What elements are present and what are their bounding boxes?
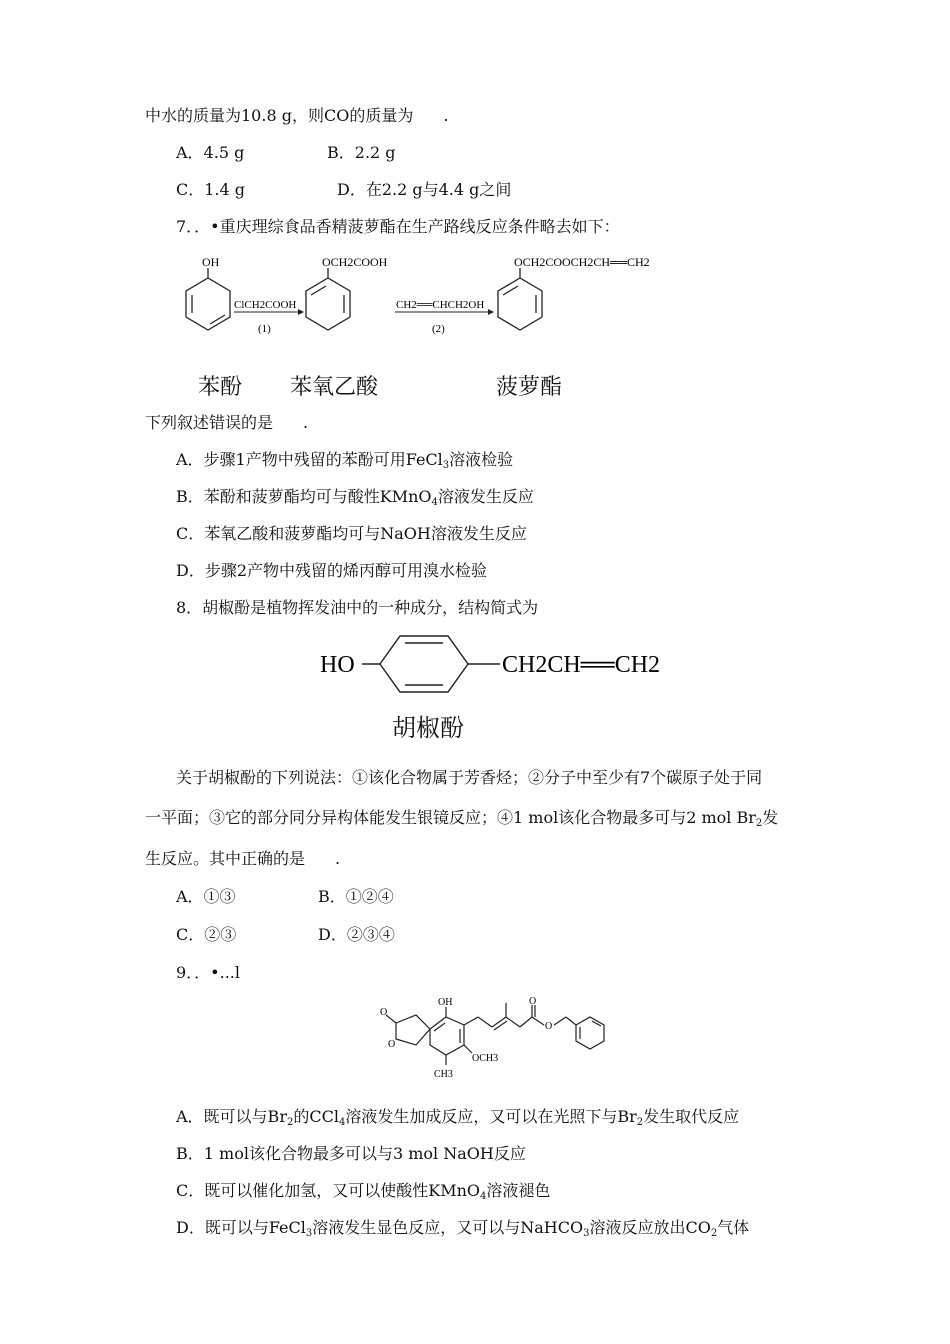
q9-structure — [368, 995, 618, 1090]
q9-option-a: A．既可以与$Br_2$的CCl$_4$溶液发生加成反应，又可以在光照下与$Br_2$发生取代反应 — [176, 1107, 740, 1128]
q8-option-c: C．②③ — [176, 925, 237, 944]
q8-option-d: D．②③④ — [318, 925, 395, 944]
label-phenoxyacetic-acid: 苯氧乙酸 — [290, 375, 379, 400]
q8-option-a: A．①③ — [176, 887, 236, 906]
ho-label: HO — [320, 652, 355, 678]
group-2: OCH2COOH — [322, 255, 388, 269]
q8-para-3: 生反应。其中正确的是 . — [145, 849, 341, 868]
q9-och3: OCH3 — [472, 1053, 499, 1064]
q9-option-d: D．既可以与FeCl$_3$溶液发生显色反应，又可以与NaHCO$_3$溶液反应放出$CO_2$气体 — [176, 1218, 750, 1239]
allyl-chain: CH2CH══CH2 — [502, 652, 661, 678]
q7-option-a: A．步骤1产物中残留的苯酚可用FeCl$_3$溶液检验 — [176, 450, 514, 471]
reagent-2: CH2══CHCH2OH — [396, 299, 485, 311]
q9-ester-o: O — [545, 1021, 553, 1032]
phenol-oh-label: OH — [202, 255, 220, 269]
q9-o-ring: O — [388, 1039, 396, 1050]
q9-option-c: C．既可以催化加氢，又可以使酸性KMnO$_4$溶液褪色 — [176, 1181, 551, 1202]
step-2-label: (2) — [432, 323, 445, 335]
reagent-1: ClCH2COOH — [234, 299, 297, 311]
q7-reaction-scheme — [170, 250, 690, 390]
q8-para-2: 一平面；③它的部分同分异构体能发生银镜反应；④1 mol该化合物最多可与2 mol $Br_2$发 — [145, 808, 779, 829]
q8-option-b: B．①②④ — [318, 887, 394, 906]
chavicol-structure — [318, 630, 678, 700]
q6-option-b: B．2.2 g — [327, 143, 396, 162]
pineapple-ester-structure — [498, 268, 542, 330]
phenoxyacetic-structure — [306, 268, 350, 330]
q8-stem: 8．胡椒酚是植物挥发油中的一种成分，结构简式为 — [176, 598, 539, 617]
q6-option-c: C．1.4 g — [176, 180, 246, 199]
q7-option-c: C．苯氧乙酸和菠萝酯均可与NaOH溶液发生反应 — [176, 524, 527, 543]
q9-ch3: CH3 — [434, 1069, 453, 1080]
label-phenol: 苯酚 — [198, 375, 243, 400]
q6-stem-tail: 中水的质量为10.8 g，则CO的质量为 . — [145, 106, 449, 125]
q9-o-carbonyl: O — [380, 1007, 388, 1018]
q9-ester-carbonyl-o: O — [529, 996, 537, 1007]
q7-stem: 7．．•重庆理综食品香精菠萝酯在生产路线反应条件略去如下： — [176, 217, 620, 236]
q7-option-b: B．苯酚和菠萝酯均可与酸性KMnO$_4$溶液发生反应 — [176, 487, 534, 508]
q6-option-d: D．在2.2 g与4.4 g之间 — [337, 180, 512, 199]
q8-para-1: 关于胡椒酚的下列说法：①该化合物属于芳香烃；②分子中至少有7个碳原子处于同 — [176, 768, 763, 787]
q7-question: 下列叙述错误的是 . — [145, 413, 309, 432]
q9-oh: OH — [438, 997, 453, 1008]
step-1-label: (1) — [258, 323, 271, 335]
group-3: OCH2COOCH2CH══CH2 — [514, 255, 650, 269]
phenol-structure — [186, 268, 230, 330]
q9-option-b: B．1 mol该化合物最多可以与3 mol NaOH反应 — [176, 1144, 526, 1163]
q6-option-a: A．4.5 g — [176, 143, 245, 162]
q9-stem: 9．．•...l — [176, 963, 240, 982]
label-chavicol: 胡椒酚 — [392, 714, 464, 742]
q7-option-d: D．步骤2产物中残留的烯丙醇可用溴水检验 — [176, 561, 488, 580]
label-pineapple-ester: 菠萝酯 — [496, 375, 563, 400]
